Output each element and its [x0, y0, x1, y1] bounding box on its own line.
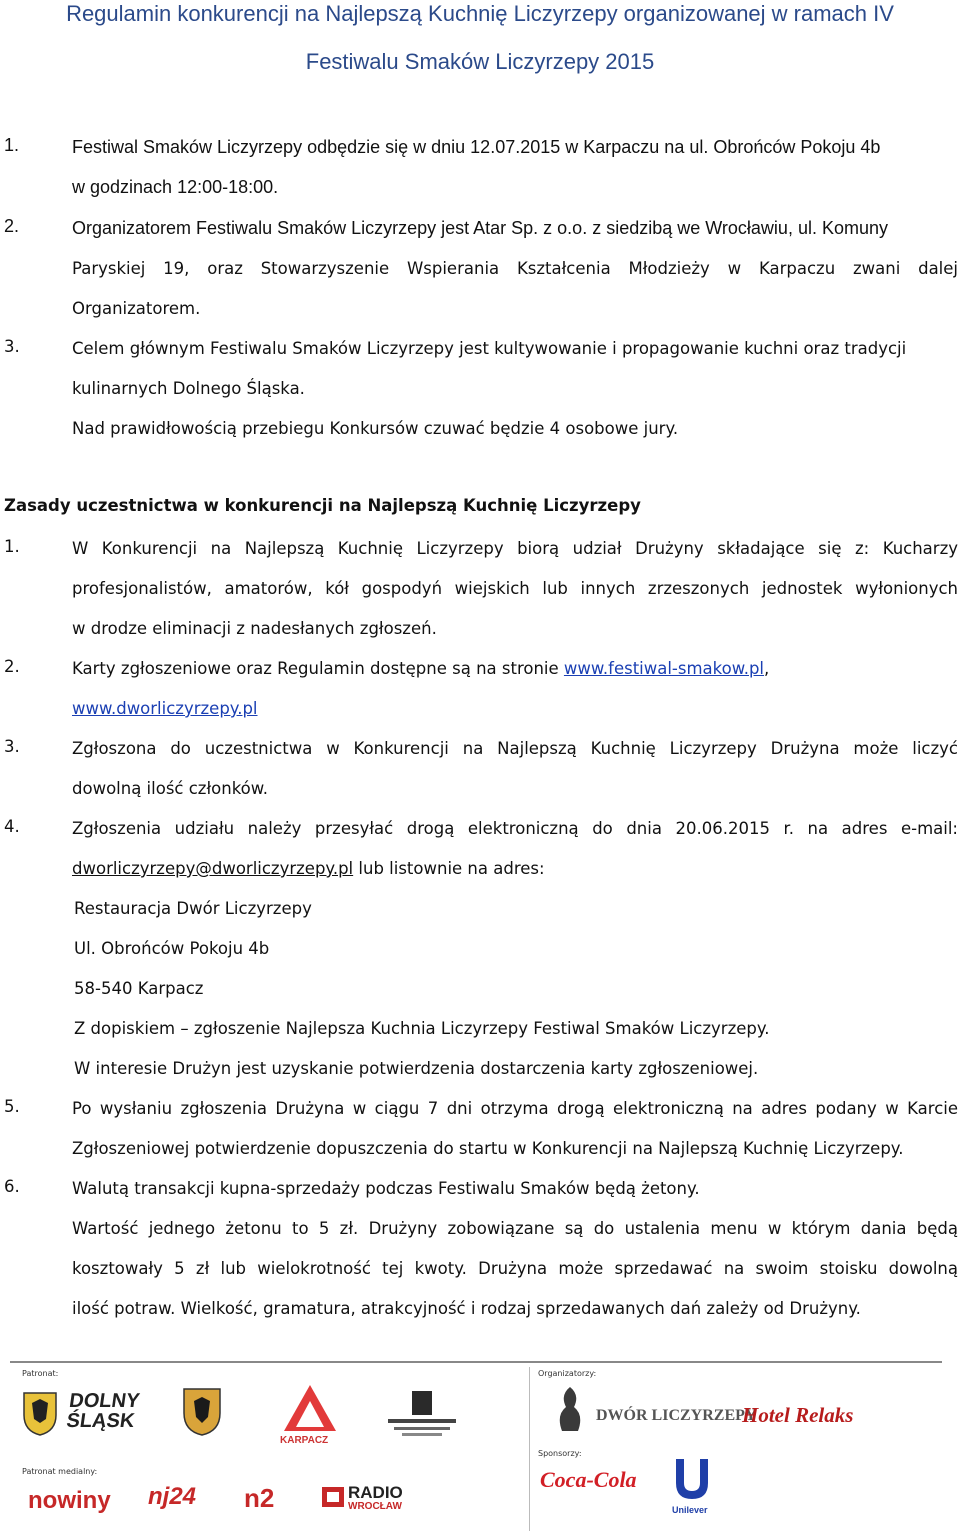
karpacz-logo-icon: [280, 1383, 340, 1435]
list-number: 5.: [4, 1097, 20, 1116]
radio-logo-text: RADIO: [348, 1483, 403, 1502]
intro-1-line-1: Festiwal Smaków Liczyrzepy odbędzie się w dniu 12.07.2015 w Karpaczu na ul. Obrońców Pokoju 4b: [72, 137, 881, 157]
intro-2-line-3: Organizatorem.: [72, 299, 201, 318]
radio-wroclaw-icon: [322, 1487, 344, 1507]
list-number: 6.: [4, 1177, 20, 1196]
rule-3-line-1: Zgłoszona do uczestnictwa w Konkurencji na Najlepszą Kuchnię Liczyrzepy Drużyna może liczyć: [72, 739, 958, 758]
intro-2-line-1: Organizatorem Festiwalu Smaków Liczyrzepy jest Atar Sp. z o.o. z siedzibą we Wrocławiu, ul. Komuny: [72, 218, 888, 238]
rule-2-line-2: [72, 697, 958, 721]
rule-4-line-2: [72, 857, 958, 881]
sponsors-divider: [529, 1367, 530, 1531]
patronat-medialny-label: Patronat medialny:: [22, 1467, 98, 1476]
dolny-slask-logo: DOLNY ŚLĄSK: [65, 1390, 141, 1432]
rule-1-line-2: profesjonalistów, amatorów, kół gospodyń wiejskich lub innych zrzeszonych jednostek wyłonionych: [72, 579, 958, 598]
intro-3-line-2: kulinarnych Dolnego Śląska.: [72, 379, 305, 398]
dwor-liczyrzepy-logo: DWÓR LICZYRZEPY: [596, 1407, 757, 1424]
rule-5-line-1: Po wysłaniu zgłoszenia Drużyna w ciągu 7 dni otrzyma drogą elektroniczną na adres podany w Karcie: [72, 1099, 958, 1118]
rule-6-line-3: kosztowały 5 zł lub wielokrotność tej kwoty. Drużyna może sprzedawać na swoim stoisku dowolną: [72, 1259, 958, 1278]
organizatorzy-label: Organizatorzy:: [538, 1369, 597, 1378]
rule-2-text: Karty zgłoszeniowe oraz Regulamin dostępne są na stronie: [72, 659, 564, 678]
patronat-label: Patronat:: [22, 1369, 59, 1378]
document-title-line-1: Regulamin konkurencji na Najlepszą Kuchnię Liczyrzepy organizowanej w ramach IV: [66, 1, 894, 26]
rule-4-line-1: Zgłoszenia udziału należy przesyłać drogą elektroniczną do dnia 20.06.2015 r. na adres e-mail:: [72, 819, 958, 838]
list-number: 1.: [4, 135, 20, 155]
unilever-logo-text: Unilever: [672, 1505, 708, 1515]
rule-3-line-2: dowolną ilość członków.: [72, 779, 268, 798]
list-number: 4.: [4, 817, 20, 836]
dworliczyrzepy-link[interactable]: www.dworliczyrzepy.pl: [72, 699, 258, 718]
list-number: 2.: [4, 216, 20, 236]
crest-icon: [180, 1385, 224, 1439]
coca-cola-logo: Coca-Cola: [540, 1467, 637, 1492]
intro-3-line-1: Celem głównym Festiwalu Smaków Liczyrzepy jest kultywowanie i propagowanie kuchni oraz tradycji: [72, 339, 907, 358]
document-title-line-2: Festiwalu Smaków Liczyrzepy 2015: [305, 49, 655, 74]
address-line-5: W interesie Drużyn jest uzyskanie potwierdzenia dostarczenia karty zgłoszeniowej.: [74, 1059, 759, 1078]
list-number: 1.: [4, 537, 20, 556]
festiwal-smakow-link[interactable]: www.festiwal-smakow.pl: [563, 659, 765, 678]
list-number: 3.: [4, 737, 20, 756]
sponsorzy-label: Sponsorzy:: [538, 1449, 582, 1458]
unilever-logo-icon: [670, 1455, 714, 1505]
email-link[interactable]: dworliczyrzepy@dworliczyrzepy.pl: [72, 859, 354, 878]
intro-3-line-3: Nad prawidłowością przebiegu Konkursów czuwać będzie 4 osobowe jury.: [72, 419, 679, 438]
rule-6-line-2: Wartość jednego żetonu to 5 zł. Drużyny zobowiązane są do ustalenia menu w którym dania będą: [72, 1219, 958, 1238]
wroclaw-logo-text: WROCŁAW: [348, 1501, 402, 1512]
list-number: 3.: [4, 337, 20, 356]
rule-6-line-1: Walutą transakcji kupna-sprzedaży podczas Festiwalu Smaków będą żetony.: [72, 1179, 700, 1198]
karpacz-logo-text: KARPACZ: [280, 1435, 329, 1446]
section-heading: Zasady uczestnictwa w konkurencji na Najlepszą Kuchnię Liczyrzepy: [4, 496, 641, 515]
address-line-2: Ul. Obrońców Pokoju 4b: [74, 939, 270, 958]
nj24-logo: nj24: [148, 1483, 197, 1510]
stowarzyszenie-logo-icon: [384, 1389, 460, 1439]
rule-1-line-3: w drodze eliminacji z nadesłanych zgłoszeń.: [72, 619, 437, 638]
rule-1-line-1: W Konkurencji na Najlepszą Kuchnię Liczyrzepy biorą udział Drużyny składające się z: Kucharzy: [72, 539, 958, 558]
link-separator: ,: [764, 659, 770, 678]
rule-5-line-2: Zgłoszeniowej potwierdzenie dopuszczenia do startu w Konkurencji na Najlepszą Kuchnię Liczyrzepy.: [72, 1139, 904, 1158]
rule-2-line-1: [72, 657, 958, 681]
intro-2-line-2: Paryskiej 19, oraz Stowarzyszenie Wspierania Kształcenia Młodzieży w Karpaczu zwani dalej: [72, 259, 958, 278]
dolny-slask-crest-icon: [20, 1389, 60, 1437]
address-line-3: 58-540 Karpacz: [74, 979, 204, 998]
rule-6-line-4: ilość potraw. Wielkość, gramatura, atrakcyjność i rodzaj sprzedawanych dań zależy od Drużyny.: [72, 1299, 861, 1318]
hotel-relaks-logo: Hotel Relaks: [742, 1403, 854, 1427]
n2-logo: n2: [244, 1483, 275, 1513]
dwor-figure-icon: [550, 1385, 590, 1437]
rule-4-after-email: lub listownie na adres:: [353, 859, 545, 878]
intro-1-line-2: w godzinach 12:00-18:00.: [72, 177, 279, 197]
sponsors-band: [10, 1361, 942, 1535]
list-number: 2.: [4, 657, 20, 676]
nowiny-logo: nowiny: [28, 1487, 111, 1514]
address-line-4: Z dopiskiem – zgłoszenie Najlepsza Kuchnia Liczyrzepy Festiwal Smaków Liczyrzepy.: [74, 1019, 770, 1038]
address-line-1: Restauracja Dwór Liczyrzepy: [74, 899, 312, 918]
